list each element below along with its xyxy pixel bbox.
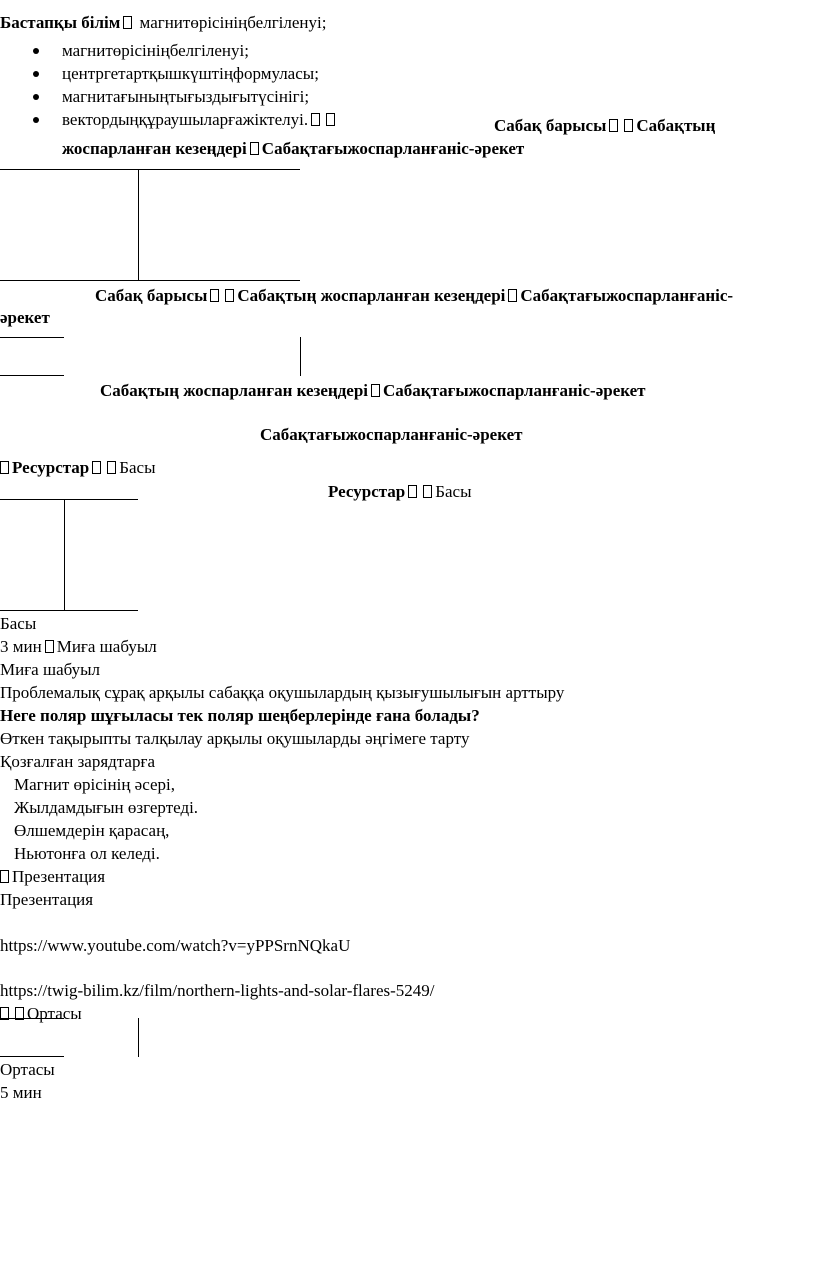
table-rule <box>0 337 64 338</box>
section2-wrap: әрекет <box>0 308 50 327</box>
presentation-line: Презентация <box>0 866 105 888</box>
missing-glyph-icon <box>250 142 259 155</box>
past-topic-text: Өткен тақырыпты талқылау арқылы оқушыларды әңгімеге тарту <box>0 729 470 748</box>
intro-bold: Бастапқы білім <box>0 13 121 32</box>
missing-glyph-icon <box>371 384 380 397</box>
missing-glyph-icon <box>609 119 618 132</box>
table-rule <box>0 280 300 281</box>
section2-line: Сабақ барысы Сабақтың жоспарланған кезеңдері Сабақтағыжоспарланғаніс- <box>95 286 734 305</box>
table-divider <box>138 1018 139 1057</box>
intro-line <box>0 12 326 34</box>
poem-line: Магнит өрісінің әсері, <box>14 775 175 794</box>
missing-glyph-icon <box>0 461 9 474</box>
section4-line: Сабақтағыжоспарланғаніс-әрекет <box>260 425 523 444</box>
poem-line: Өлшемдерін қарасаң, <box>14 821 170 840</box>
list-item: центргетартқышкүштіңформуласы; <box>0 63 338 86</box>
list-item: вектордыңқұраушыларғажіктелуі. <box>0 109 338 132</box>
resources-line-2: Ресурстар Басы <box>328 482 472 501</box>
list-item: магнитағыныңтығыздығытүсінігі; <box>0 86 338 109</box>
missing-glyph-icon <box>225 289 234 302</box>
missing-glyph-icon <box>423 485 432 498</box>
resources-line: Ресурстар Басы <box>0 457 156 479</box>
problem-text: Проблемалық сұрақ арқылы сабаққа оқушылардың қызығушылығын арттыру <box>0 683 565 702</box>
bullet-icon <box>33 71 39 77</box>
missing-glyph-icon <box>624 119 633 132</box>
table-rule <box>0 1018 64 1019</box>
missing-glyph-icon <box>45 640 54 653</box>
objectives-list <box>0 40 338 132</box>
missing-glyph-icon <box>408 485 417 498</box>
continuation-line: жоспарланған кезеңдері Сабақтағыжоспарланғаніс-әрекет <box>62 139 525 158</box>
list-item: магнитөрісініңбелгіленуі; <box>0 40 338 63</box>
missing-glyph-icon <box>508 289 517 302</box>
table-rule <box>0 610 138 611</box>
table-rule <box>0 1056 64 1057</box>
bullet-icon <box>33 117 39 123</box>
missing-glyph-icon <box>210 289 219 302</box>
missing-glyph-icon <box>326 113 335 126</box>
ortasy-line: Ортасы <box>0 1003 82 1025</box>
missing-glyph-icon <box>0 870 9 883</box>
twig-link[interactable]: https://twig-bilim.kz/film/northern-lights-and-solar-flares-5249/ <box>0 981 435 1000</box>
question-text: Неге поляр шұғыласы тек поляр шеңберлерінде ғана болады? <box>0 706 480 725</box>
poem-line: Ньютонға ол келеді. <box>14 844 160 863</box>
intro-rest: магнитөрісініңбелгіленуі; <box>139 13 327 32</box>
youtube-link[interactable]: https://www.youtube.com/watch?v=yPPSrnNQkaU <box>0 936 351 955</box>
duration-label: 5 мин <box>0 1083 42 1102</box>
table-rule <box>0 169 300 170</box>
poem-line: Жылдамдығын өзгертеді. <box>14 798 199 817</box>
missing-glyph-icon <box>107 461 116 474</box>
missing-glyph-icon <box>92 461 101 474</box>
duration-line: 3 мин Миға шабуыл <box>0 637 157 656</box>
bullet4-tail: Сабақ барысы Сабақтың <box>494 116 716 135</box>
basy-label: Басы <box>0 614 37 633</box>
table-rule <box>0 375 64 376</box>
ortasy-label: Ортасы <box>0 1060 55 1079</box>
section3-line: Сабақтың жоспарланған кезеңдері Сабақтағыжоспарланғаніс-әрекет <box>100 381 646 400</box>
missing-glyph-icon <box>123 16 132 29</box>
missing-glyph-icon <box>311 113 320 126</box>
bullet-icon <box>33 94 39 100</box>
table-divider <box>138 169 139 280</box>
poem-line: Қозғалған зарядтарға <box>0 752 156 771</box>
method-label: Миға шабуыл <box>0 660 101 679</box>
table-divider <box>300 337 301 376</box>
bullet-icon <box>33 48 39 54</box>
presentation-label: Презентация <box>0 890 94 909</box>
table-divider <box>64 499 65 611</box>
table-rule <box>0 499 138 500</box>
